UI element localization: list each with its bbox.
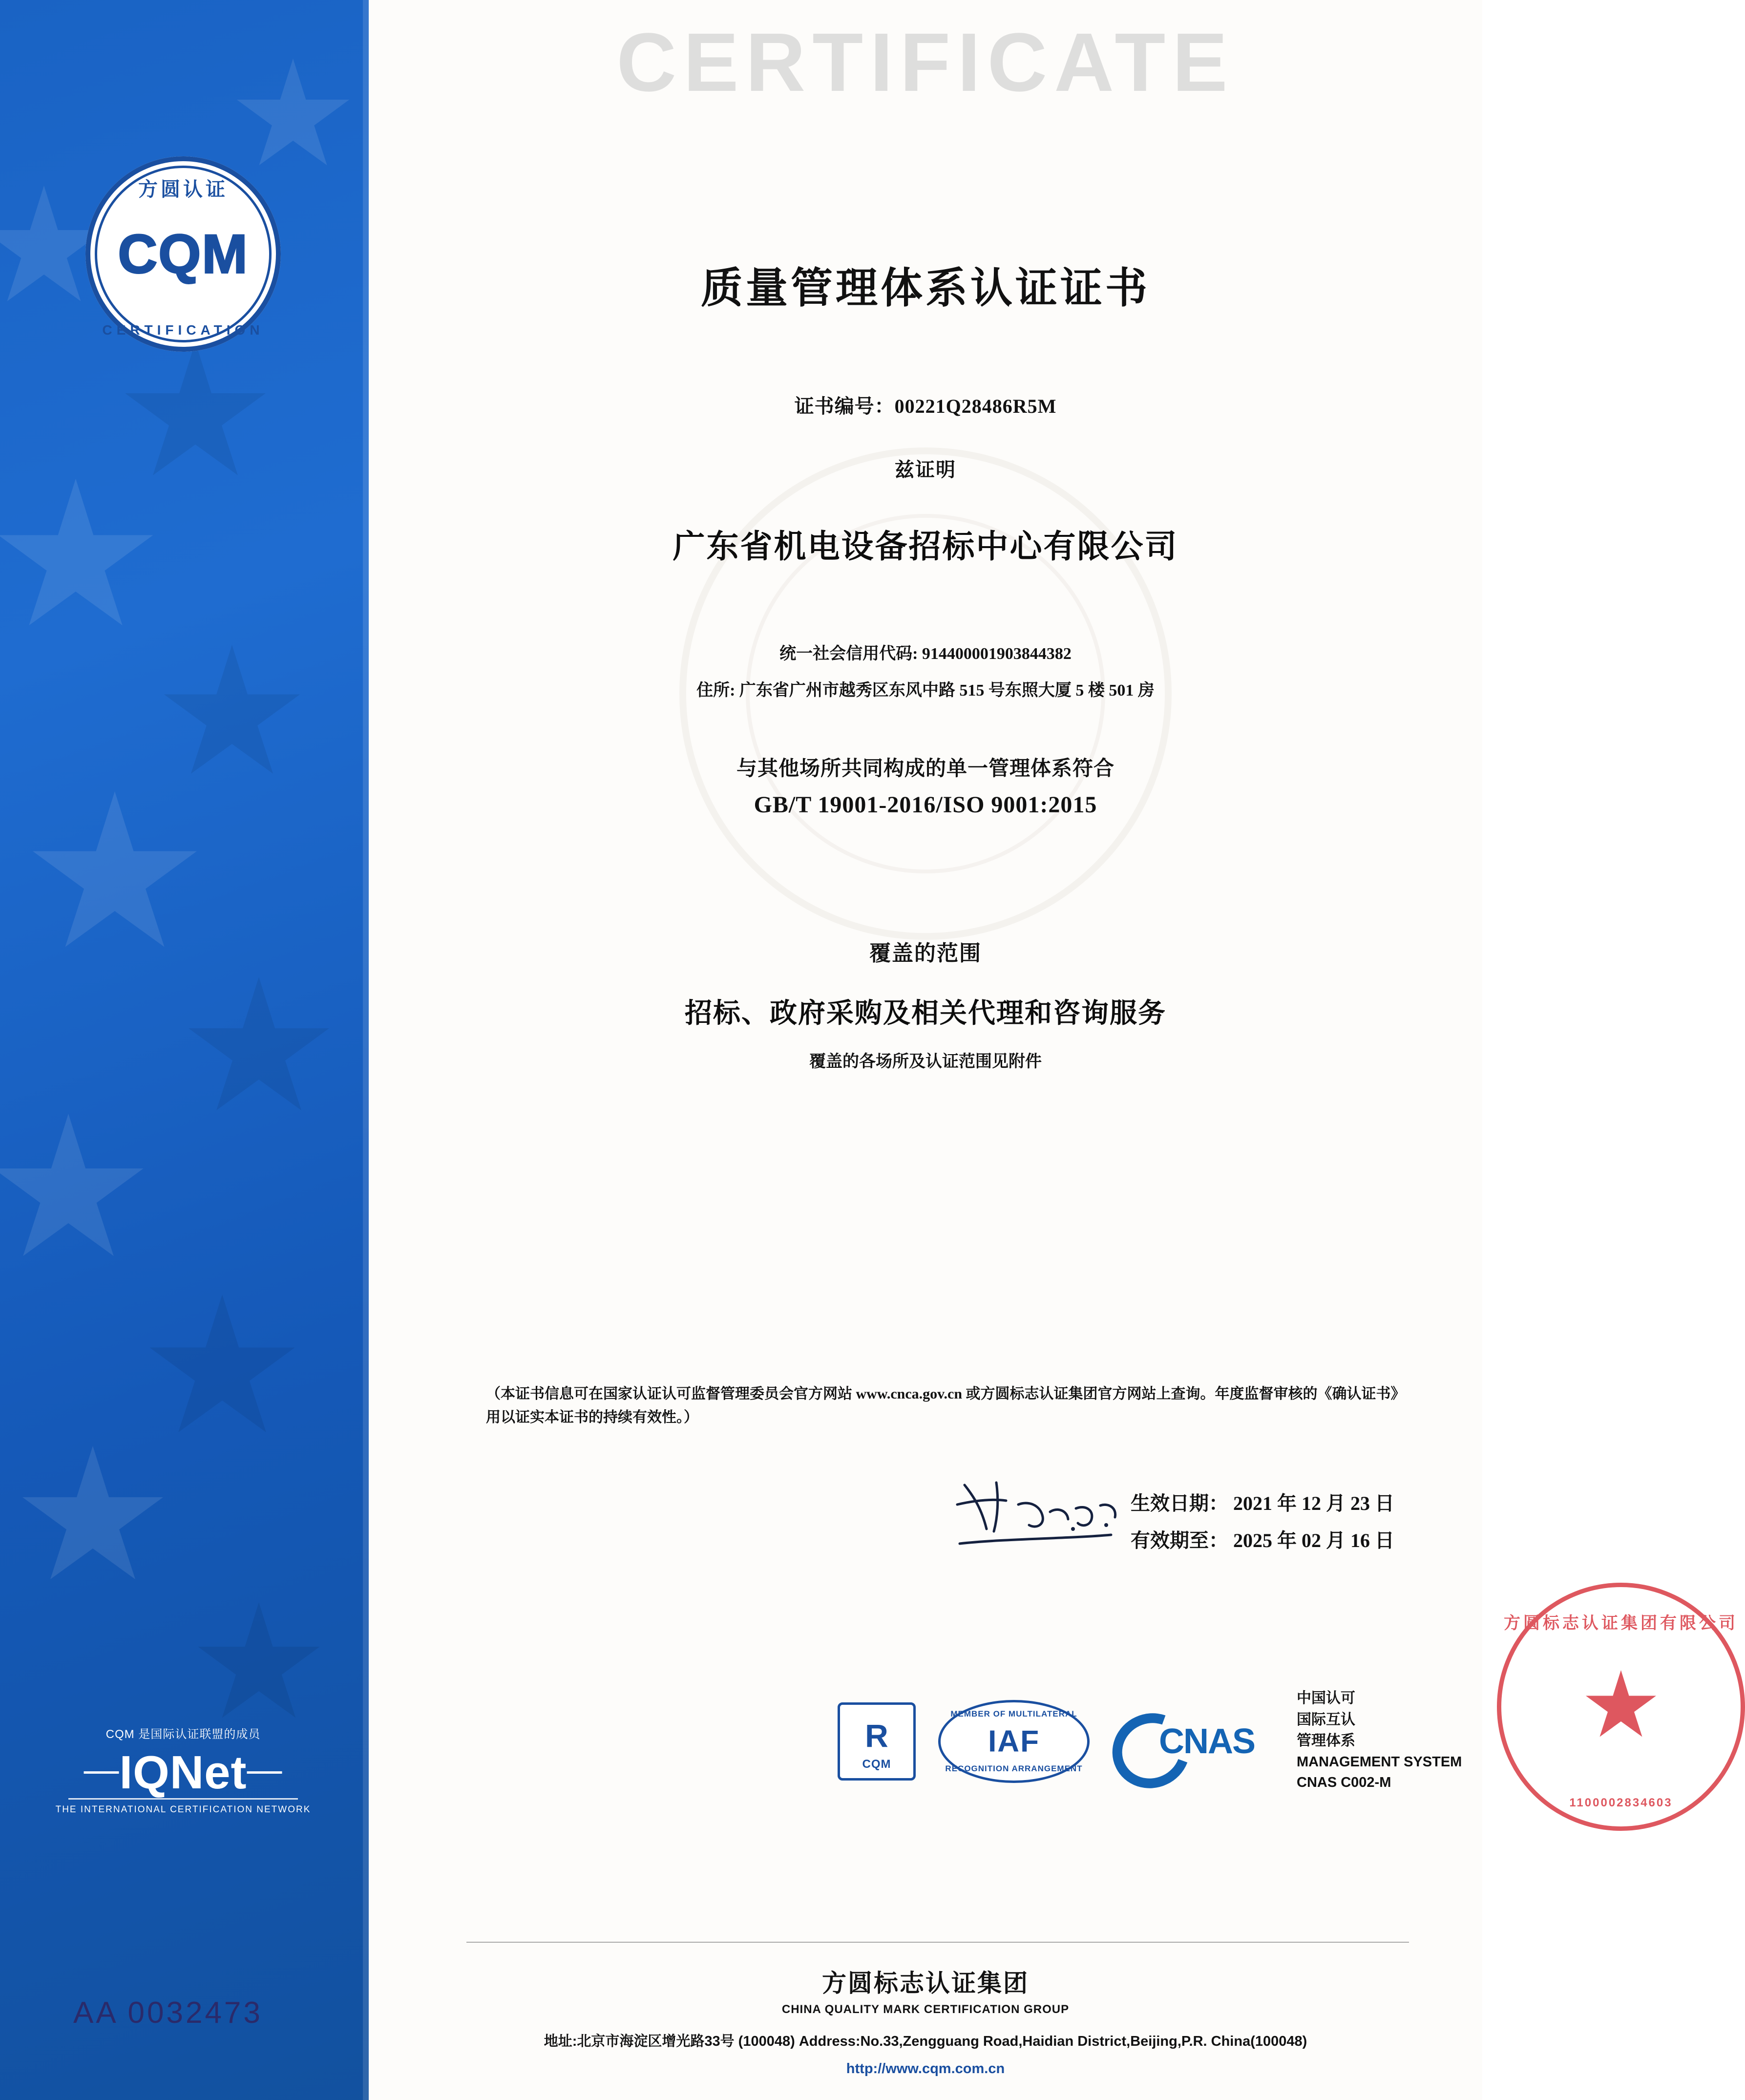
iaf-top-text: MEMBER OF MULTILATERAL — [950, 1709, 1077, 1718]
certificate-number-line — [369, 391, 1482, 419]
left-blue-band — [0, 0, 369, 2100]
cqm-logo — [46, 147, 320, 361]
cqm-logo-top-text: 方圆认证 — [138, 179, 228, 200]
footer-org-cn: 方圆标志认证集团 — [822, 1970, 1029, 1997]
iqnet-brand-left: IQ — [119, 1746, 170, 1799]
cnas-line-5: CNAS C002-M — [1297, 1774, 1391, 1790]
seal-organization-text: 方圆标志认证集团有限公司 — [1504, 1614, 1738, 1633]
decorative-star — [29, 791, 200, 962]
iqnet-dash-right: — — [247, 1750, 283, 1789]
company-name: 广东省机电设备招标中心有限公司 — [673, 528, 1178, 564]
cnas-mark: CNAS — [1159, 1722, 1255, 1761]
issue-date-row — [1131, 1485, 1394, 1522]
iqnet-dash-left: — — [84, 1750, 120, 1789]
disclaimer-text: （本证书信息可在国家认证认可监督管理委员会官方网站 www.cnca.gov.cn 或方圆标志认证集团官方网站上查询。年度监督审核的《确认证书》用以证实本证书的持续有效性。） — [486, 1386, 1398, 1425]
iqnet-top-text: CQM 是国际认证联盟的成员 — [105, 1728, 261, 1741]
band-edge — [363, 0, 369, 2100]
hereby-text: 兹证明 — [895, 459, 956, 481]
expiry-date-row — [1131, 1522, 1394, 1559]
certificate-number-label: 证书编号： — [794, 395, 895, 417]
decorative-star — [0, 1114, 147, 1270]
decorative-star — [186, 977, 332, 1124]
standard-intro: 与其他场所共同构成的单一管理体系符合 — [736, 758, 1114, 780]
issue-date-label: 生效日期： — [1131, 1492, 1228, 1514]
dates-block — [1131, 1485, 1394, 1559]
expiry-date-value: 2025 年 02 月 16 日 — [1233, 1529, 1394, 1551]
red-company-seal — [1497, 1583, 1745, 1831]
iaf-bottom-text: RECOGNITION ARRANGEMENT — [945, 1764, 1083, 1773]
serial-number: AA 0032473 — [73, 1996, 263, 2030]
decorative-star — [147, 1294, 298, 1446]
cqm-logo-bottom-text: CERTIFICATION — [102, 322, 264, 338]
scope-text: 招标、政府采购及相关代理和咨询服务 — [685, 997, 1166, 1028]
cnas-line-1: 中国认可 — [1297, 1690, 1355, 1706]
certificate-body — [369, 0, 1738, 2100]
credit-code: 统一社会信用代码: 914400001903844382 — [779, 645, 1072, 663]
seal-star-icon — [1584, 1670, 1658, 1743]
cnas-line-3: 管理体系 — [1297, 1733, 1355, 1749]
certificate-number-value: 00221Q28486R5M — [894, 395, 1057, 417]
cnas-logo-icon — [1112, 1705, 1273, 1778]
scope-heading: 覆盖的范围 — [869, 941, 982, 965]
iqnet-bottom-text: THE INTERNATIONAL CERTIFICATION NETWORK — [55, 1804, 311, 1815]
cnas-line-2: 国际互认 — [1297, 1711, 1355, 1728]
accreditation-logos — [838, 1700, 1273, 1783]
footer-address: 地址:北京市海淀区增光路33号 (100048) Address:No.33,Zengguang Road,Haidian District,Beijing,P.R. China(100048) — [544, 2034, 1307, 2049]
issue-date-value: 2021 年 12 月 23 日 — [1233, 1492, 1394, 1514]
decorative-star — [122, 342, 269, 488]
footer — [369, 1964, 1482, 2077]
watermark-title: CERTIFICATE — [616, 16, 1235, 109]
rcqm-mark-icon — [838, 1702, 916, 1781]
decorative-star — [0, 479, 156, 640]
cqm-logo-mark: CQM — [118, 223, 249, 285]
signature — [945, 1470, 1150, 1573]
standard-name: GB/T 19001-2016/ISO 9001:2015 — [754, 792, 1097, 818]
iqnet-brand — [84, 1746, 283, 1799]
decorative-star — [195, 1602, 322, 1729]
page-title: 质量管理体系认证证书 — [701, 265, 1150, 312]
rcqm-letter: R — [865, 1718, 888, 1754]
cnas-accreditation-text — [1297, 1688, 1462, 1793]
scope-note: 覆盖的各场所及认证范围见附件 — [809, 1053, 1042, 1071]
iqnet-brand-right: Net — [169, 1746, 247, 1799]
iqnet-logo — [54, 1724, 313, 1815]
decorative-star — [20, 1446, 166, 1592]
cnas-line-4: MANAGEMENT SYSTEM — [1297, 1754, 1462, 1770]
footer-org-en: CHINA QUALITY MARK CERTIFICATION GROUP — [781, 2003, 1070, 2016]
seal-number: 1100002834603 — [1569, 1796, 1673, 1809]
iaf-logo-icon — [938, 1700, 1090, 1783]
rcqm-sub: CQM — [862, 1758, 891, 1771]
decorative-star — [161, 645, 303, 786]
footer-url[interactable]: http://www.cqm.com.cn — [846, 2061, 1005, 2077]
expiry-date-label: 有效期至： — [1131, 1529, 1228, 1551]
iaf-mark: IAF — [988, 1724, 1040, 1759]
footer-divider — [466, 1942, 1409, 1943]
company-address: 住所: 广东省广州市越秀区东风中路 515 号东照大厦 5 楼 501 房 — [696, 681, 1155, 700]
